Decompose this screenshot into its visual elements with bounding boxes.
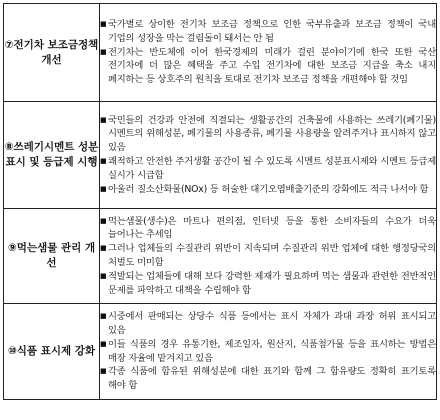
description-cell (100, 102, 437, 209)
bullet-text: 적발되는 업체들에 대해 보다 강력한 제재가 필요하며 먹는 샘물과 관련한 전반적인 문제를 파악하고 대책을 수립해야 함 (108, 270, 436, 296)
description-cell (100, 4, 437, 102)
topic-cell (4, 304, 100, 400)
bullet-list (100, 114, 436, 197)
bullet-list (100, 310, 436, 393)
bullet-text: 먹는샘물(생수)은 마트나 편의점, 인터넷 등을 통한 소비자들의 수요가 더욱 늘어나는 추세임 (108, 215, 436, 241)
bullet-square-icon: ■ (100, 367, 107, 376)
bullet-text: 그러나 업체들의 수질관리 위반이 지속되며 수질관리 위반 업체에 대한 행정당국의 처벌도 미미함 (108, 243, 436, 268)
list-item (100, 338, 436, 366)
description-cell (100, 304, 437, 400)
bullet-square-icon: ■ (100, 339, 107, 348)
table-row (4, 209, 437, 304)
list-item (100, 155, 436, 183)
bullet-square-icon: ■ (100, 244, 107, 253)
list-item (100, 242, 436, 270)
bullet-text: 전기차는 반도체에 이어 한국경제의 미래가 걸린 분야이기에 한국 또한 국산 전기차에 더 많은 혜택을 주고 수입 전기차에 대한 보조금 지급을 축소 내지 폐지하는 등 상호주의 원칙을 토대로 전기차 보조금 정책을 개편해야 할 것임 (108, 46, 436, 86)
list-item (100, 46, 436, 87)
bullet-text: 이들 식품의 경우 유통기한, 제조일자, 원산지, 식품첨가물 등을 표시하는 방법은 매장 자율에 맡겨지고 있음 (108, 338, 436, 364)
topic-cell (4, 209, 100, 304)
bullet-square-icon: ■ (100, 47, 107, 56)
table-row (4, 304, 437, 400)
list-item (100, 183, 436, 197)
bullet-square-icon: ■ (100, 157, 107, 165)
topic-label: ⑦전기차 보조금정책 개선 (4, 38, 99, 66)
list-item (100, 215, 436, 243)
bullet-square-icon: ■ (100, 184, 107, 193)
list-item (100, 310, 436, 338)
bullet-square-icon: ■ (100, 216, 107, 225)
list-item (100, 270, 436, 298)
bullet-text: 국가별로 상이한 전기차 보조금 정책으로 인한 국부유출과 보조금 정책이 국내 기업의 성장을 막는 걸림돌이 돼서는 안 됨 (108, 19, 436, 44)
topic-label: ⑩식품 표시제 강화 (7, 345, 96, 357)
topic-label: ⑧쓰레기시멘트 성분표시 및 등급제 시행 (4, 141, 99, 168)
list-item (100, 114, 436, 155)
bullet-square-icon: ■ (100, 312, 107, 321)
bullet-list (100, 215, 436, 298)
topic-cell (4, 4, 100, 102)
policy-table (3, 3, 437, 400)
list-item (100, 18, 436, 46)
list-item (100, 365, 436, 393)
bullet-text: 시중에서 판매되는 상당수 식품 등에서는 표시 자체가 과대 과장 허위 표시되고 있음 (108, 311, 436, 336)
table-row (4, 4, 437, 102)
bullet-text: 국민들의 건강과 안전에 직결되는 생활공간의 건축물에 사용하는 쓰레기(폐기물) 시멘트의 위해성분, 폐기물의 사용종류, 폐기물 사용량을 알려주거나 표시하지 않고 있음 (108, 114, 436, 154)
bullet-square-icon: ■ (100, 115, 107, 124)
bullet-list (100, 18, 436, 87)
bullet-text: 쾌적하고 안전한 주거생활 공간이 될 수 있도록 시멘트 성분표시제와 시멘트 등급제 실시가 시급함 (108, 156, 436, 181)
description-cell (100, 209, 437, 304)
bullet-square-icon: ■ (100, 20, 107, 28)
bullet-square-icon: ■ (100, 271, 107, 280)
bullet-text: 아울러 질소산화물(NOx) 등 허술한 대기오염배출기준의 강화에도 적극 나서야 함 (108, 183, 429, 195)
topic-cell (4, 102, 100, 209)
bullet-text: 각종 식품에 함유된 위해성분에 대한 표기와 함께 그 함유량도 정확히 표기토록 해야 함 (108, 366, 436, 392)
table-row (4, 102, 437, 209)
topic-label: ⑨먹는샘물 관리 개선 (7, 242, 96, 269)
